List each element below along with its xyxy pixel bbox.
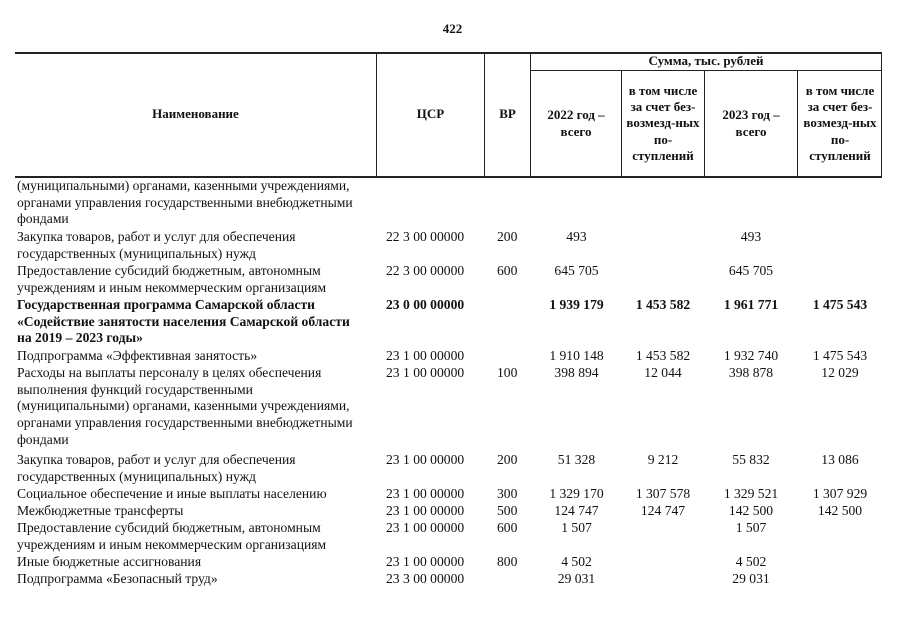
header-name: Наименование: [152, 105, 239, 121]
header-2023-total: 2023 год – всего: [722, 107, 780, 139]
row-2022-free: 1 453 582: [635, 297, 691, 312]
row-2023-free: 1 307 929: [812, 486, 868, 501]
row-csr: 23 1 00 00000: [386, 486, 465, 501]
row-csr: 23 1 00 00000: [386, 520, 465, 535]
row-2023-total: 493: [740, 229, 762, 244]
row-2023-free: 1 475 543: [812, 297, 868, 312]
row-name: Социальное обеспечение и иные выплаты населению: [17, 486, 327, 501]
row-2023-total: 1 961 771: [723, 297, 779, 312]
row-2022-total: 493: [566, 229, 587, 244]
row-name: Подпрограмма «Эффективная занятость»: [17, 348, 258, 363]
row-vr: 600: [497, 263, 518, 278]
row-name: (муниципальными) органами, казенными учреждениями, органами управления государственными внебюджетными фондами: [17, 178, 353, 227]
row-vr: 200: [497, 452, 518, 467]
row-vr: 300: [497, 486, 518, 501]
header-csr: ЦСР: [416, 105, 445, 121]
row-2023-free: 12 029: [821, 365, 859, 380]
row-2022-total: 51 328: [557, 452, 596, 467]
row-csr: 22 3 00 00000: [386, 229, 465, 244]
row-name: Закупка товаров, работ и услуг для обеспечения государственных (муниципальных) нужд: [17, 452, 296, 484]
row-2022-total: 1 507: [561, 520, 592, 535]
row-2022-total: 398 894: [554, 365, 599, 380]
row-2023-free: 13 086: [821, 452, 859, 467]
row-2022-free: 12 044: [644, 365, 682, 380]
row-name: Предоставление субсидий бюджетным, автономным учреждениям и иным некоммерческим организациям: [17, 263, 327, 295]
row-2022-total: 1 939 179: [549, 297, 604, 312]
row-2023-total: 645 705: [728, 263, 774, 278]
row-2022-free: 124 747: [640, 503, 686, 518]
row-csr: 23 1 00 00000: [386, 554, 465, 569]
row-2022-free: 1 453 582: [635, 348, 691, 363]
row-vr: 800: [497, 554, 518, 569]
row-2023-total: 1 932 740: [723, 348, 779, 363]
row-2023-total: 1 507: [735, 520, 767, 535]
header-2023-free: в том числе за счет без-возмезд-ных по-ступлений: [803, 82, 877, 163]
row-2023-total: 4 502: [735, 554, 767, 569]
row-csr: 23 3 00 00000: [386, 571, 465, 586]
row-name: Межбюджетные трансферты: [17, 503, 184, 518]
row-csr: 23 1 00 00000: [386, 503, 465, 518]
row-csr: 23 0 00 00000: [386, 297, 465, 312]
row-2022-total: 1 329 170: [549, 486, 604, 501]
header-2022-total: 2022 год – всего: [547, 107, 605, 139]
row-csr: 23 1 00 00000: [386, 452, 465, 467]
row-2023-total: 142 500: [728, 503, 774, 518]
row-2022-total: 4 502: [561, 554, 592, 569]
row-name: Закупка товаров, работ и услуг для обеспечения государственных (муниципальных) нужд: [17, 229, 296, 261]
row-vr: 600: [497, 520, 518, 535]
header-2022-free: в том числе за счет без-возмезд-ных по-ступлений: [626, 82, 700, 163]
row-2022-total: 29 031: [557, 571, 596, 586]
header-sum: Сумма, тыс. рублей: [648, 52, 764, 68]
row-name: Расходы на выплаты персоналу в целях обеспечения выполнения функций государственными (муниципальными) органами, казенными учреждениями, органами управления государственными внебюджетными фондами: [17, 365, 353, 447]
row-2022-free: 9 212: [647, 452, 679, 467]
row-2023-free: 142 500: [817, 503, 863, 518]
row-2022-total: 1 910 148: [549, 348, 604, 363]
row-2023-total: 1 329 521: [723, 486, 779, 501]
row-2023-total: 55 832: [732, 452, 770, 467]
row-2023-total: 398 878: [728, 365, 774, 380]
row-2022-total: 645 705: [554, 263, 599, 278]
header-vr: ВР: [499, 105, 516, 121]
row-name: Предоставление субсидий бюджетным, автономным учреждениям и иным некоммерческим организациям: [17, 520, 327, 552]
row-2022-total: 124 747: [554, 503, 599, 518]
row-2022-free: 1 307 578: [635, 486, 691, 501]
row-name: Подпрограмма «Безопасный труд»: [17, 571, 218, 586]
row-csr: 22 3 00 00000: [386, 263, 465, 278]
row-vr: 200: [497, 229, 518, 244]
row-name: Иные бюджетные ассигнования: [17, 554, 202, 569]
row-2023-free: 1 475 543: [812, 348, 868, 363]
row-csr: 23 1 00 00000: [386, 348, 465, 363]
row-name: Государственная программа Самарской области «Содействие занятости населения Самарской области на 2019 – 2023 годы»: [17, 297, 350, 346]
page-number: 422: [442, 21, 463, 36]
row-2023-total: 29 031: [732, 571, 770, 586]
row-vr: 100: [497, 365, 518, 380]
row-vr: 500: [497, 503, 518, 518]
row-csr: 23 1 00 00000: [386, 365, 465, 380]
